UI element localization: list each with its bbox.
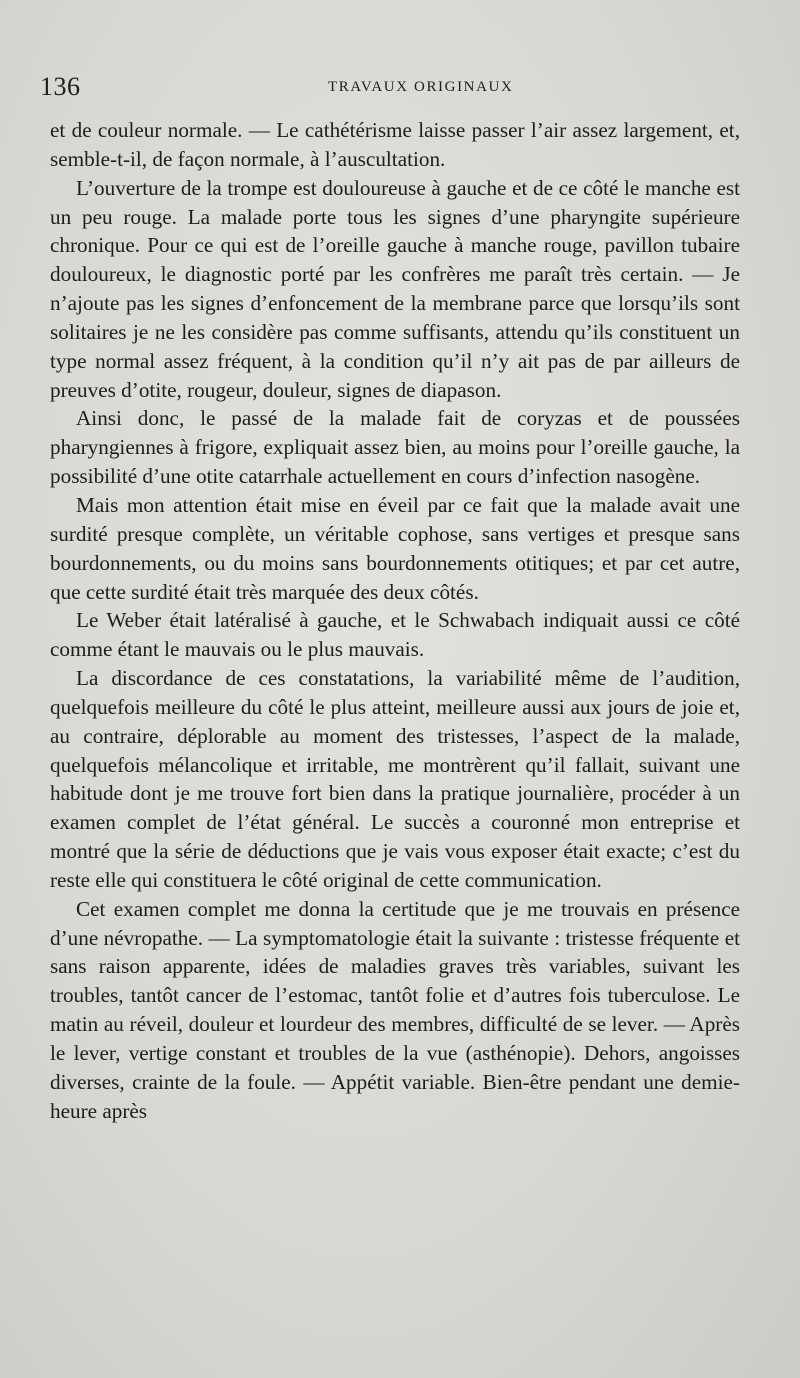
paragraph-discordance: La discordance de ces constatations, la variabilité même de l’audition, quelquefois meilleure du côté le plus atteint, meilleure aussi aux jours de joie et, au contraire, déplorable au moment des tristesses, l’aspect de la malade, quelquefois mélancolique et irritable, me montrèrent qu’il fallait, suivant une habitude dont je me trouve fort bien dans la pratique journalière, procéder à un examen complet de l’état général. Le succès a couronné mon entreprise et montré que la série de déductions que je vais vous exposer était exacte; c’est du reste elle qui constituera le côté original de cette communication. (50, 666, 740, 892)
body-text (50, 116, 740, 1126)
paragraph-trompe: L’ouverture de la trompe est douloureuse à gauche et de ce côté le manche est un peu rouge. La malade porte tous les signes d’une pharyngite supérieure chronique. Pour ce qui est de l’oreille gauche à manche rouge, pavillon tubaire douloureux, le diagnostic porté par les confrères me paraît très certain. — Je n’ajoute pas les signes d’enfoncement de la membrane parce que lorsqu’ils sont solitaires je ne les considère pas comme suffisants, attendu qu’ils constituent un type normal assez fréquent, à la condition qu’il n’y ait pas de par ailleurs de preuves d’otite, rougeur, douleur, signes de diapason. (50, 175, 740, 402)
page-header (40, 72, 740, 102)
paragraph-weber: Le Weber était latéralisé à gauche, et le Schwabach indiquait aussi ce côté comme étant le mauvais ou le plus mauvais. (50, 608, 740, 662)
running-head: TRAVAUX ORIGINAUX (328, 79, 514, 95)
paragraph-continuation: et de couleur normale. — Le cathétérisme laisse passer l’air assez largement, et, semble-t-il, de façon normale, à l’auscultation. (50, 118, 740, 171)
paragraph-examen: Cet examen complet me donna la certitude que je me trouvais en présence d’une névropathe. — La symptomatologie était la suivante : tristesse fréquente et sans raison apparente, idées de maladies graves très variables, suivant les troubles, tantôt cancer de l’estomac, tantôt folie et d’autres fois tuberculose. Le matin au réveil, douleur et lourdeur des membres, difficulté de se lever. — Après le lever, vertige constant et troubles de la vue (asthénopie). Dehors, angoisses diverses, crainte de la foule. — Appétit variable. Bien-être pendant une demie-heure après (50, 896, 740, 1123)
paragraph-attention: Mais mon attention était mise en éveil par ce fait que la malade avait une surdité presque complète, un véritable cophose, sans vertiges et presque sans bourdonnements, ou du moins sans bourdonnements otitiques; et par cet autre, que cette surdité était très marquée des deux côtés. (50, 492, 740, 604)
page-number: 136 (40, 72, 81, 101)
paragraph-ainsi-donc: Ainsi donc, le passé de la malade fait de coryzas et de poussées pharyngiennes à frigore, expliquait assez bien, au moins pour l’oreille gauche, la possibilité d’une otite catarrhale actuellement en cours d’infection nasogène. (50, 406, 740, 489)
